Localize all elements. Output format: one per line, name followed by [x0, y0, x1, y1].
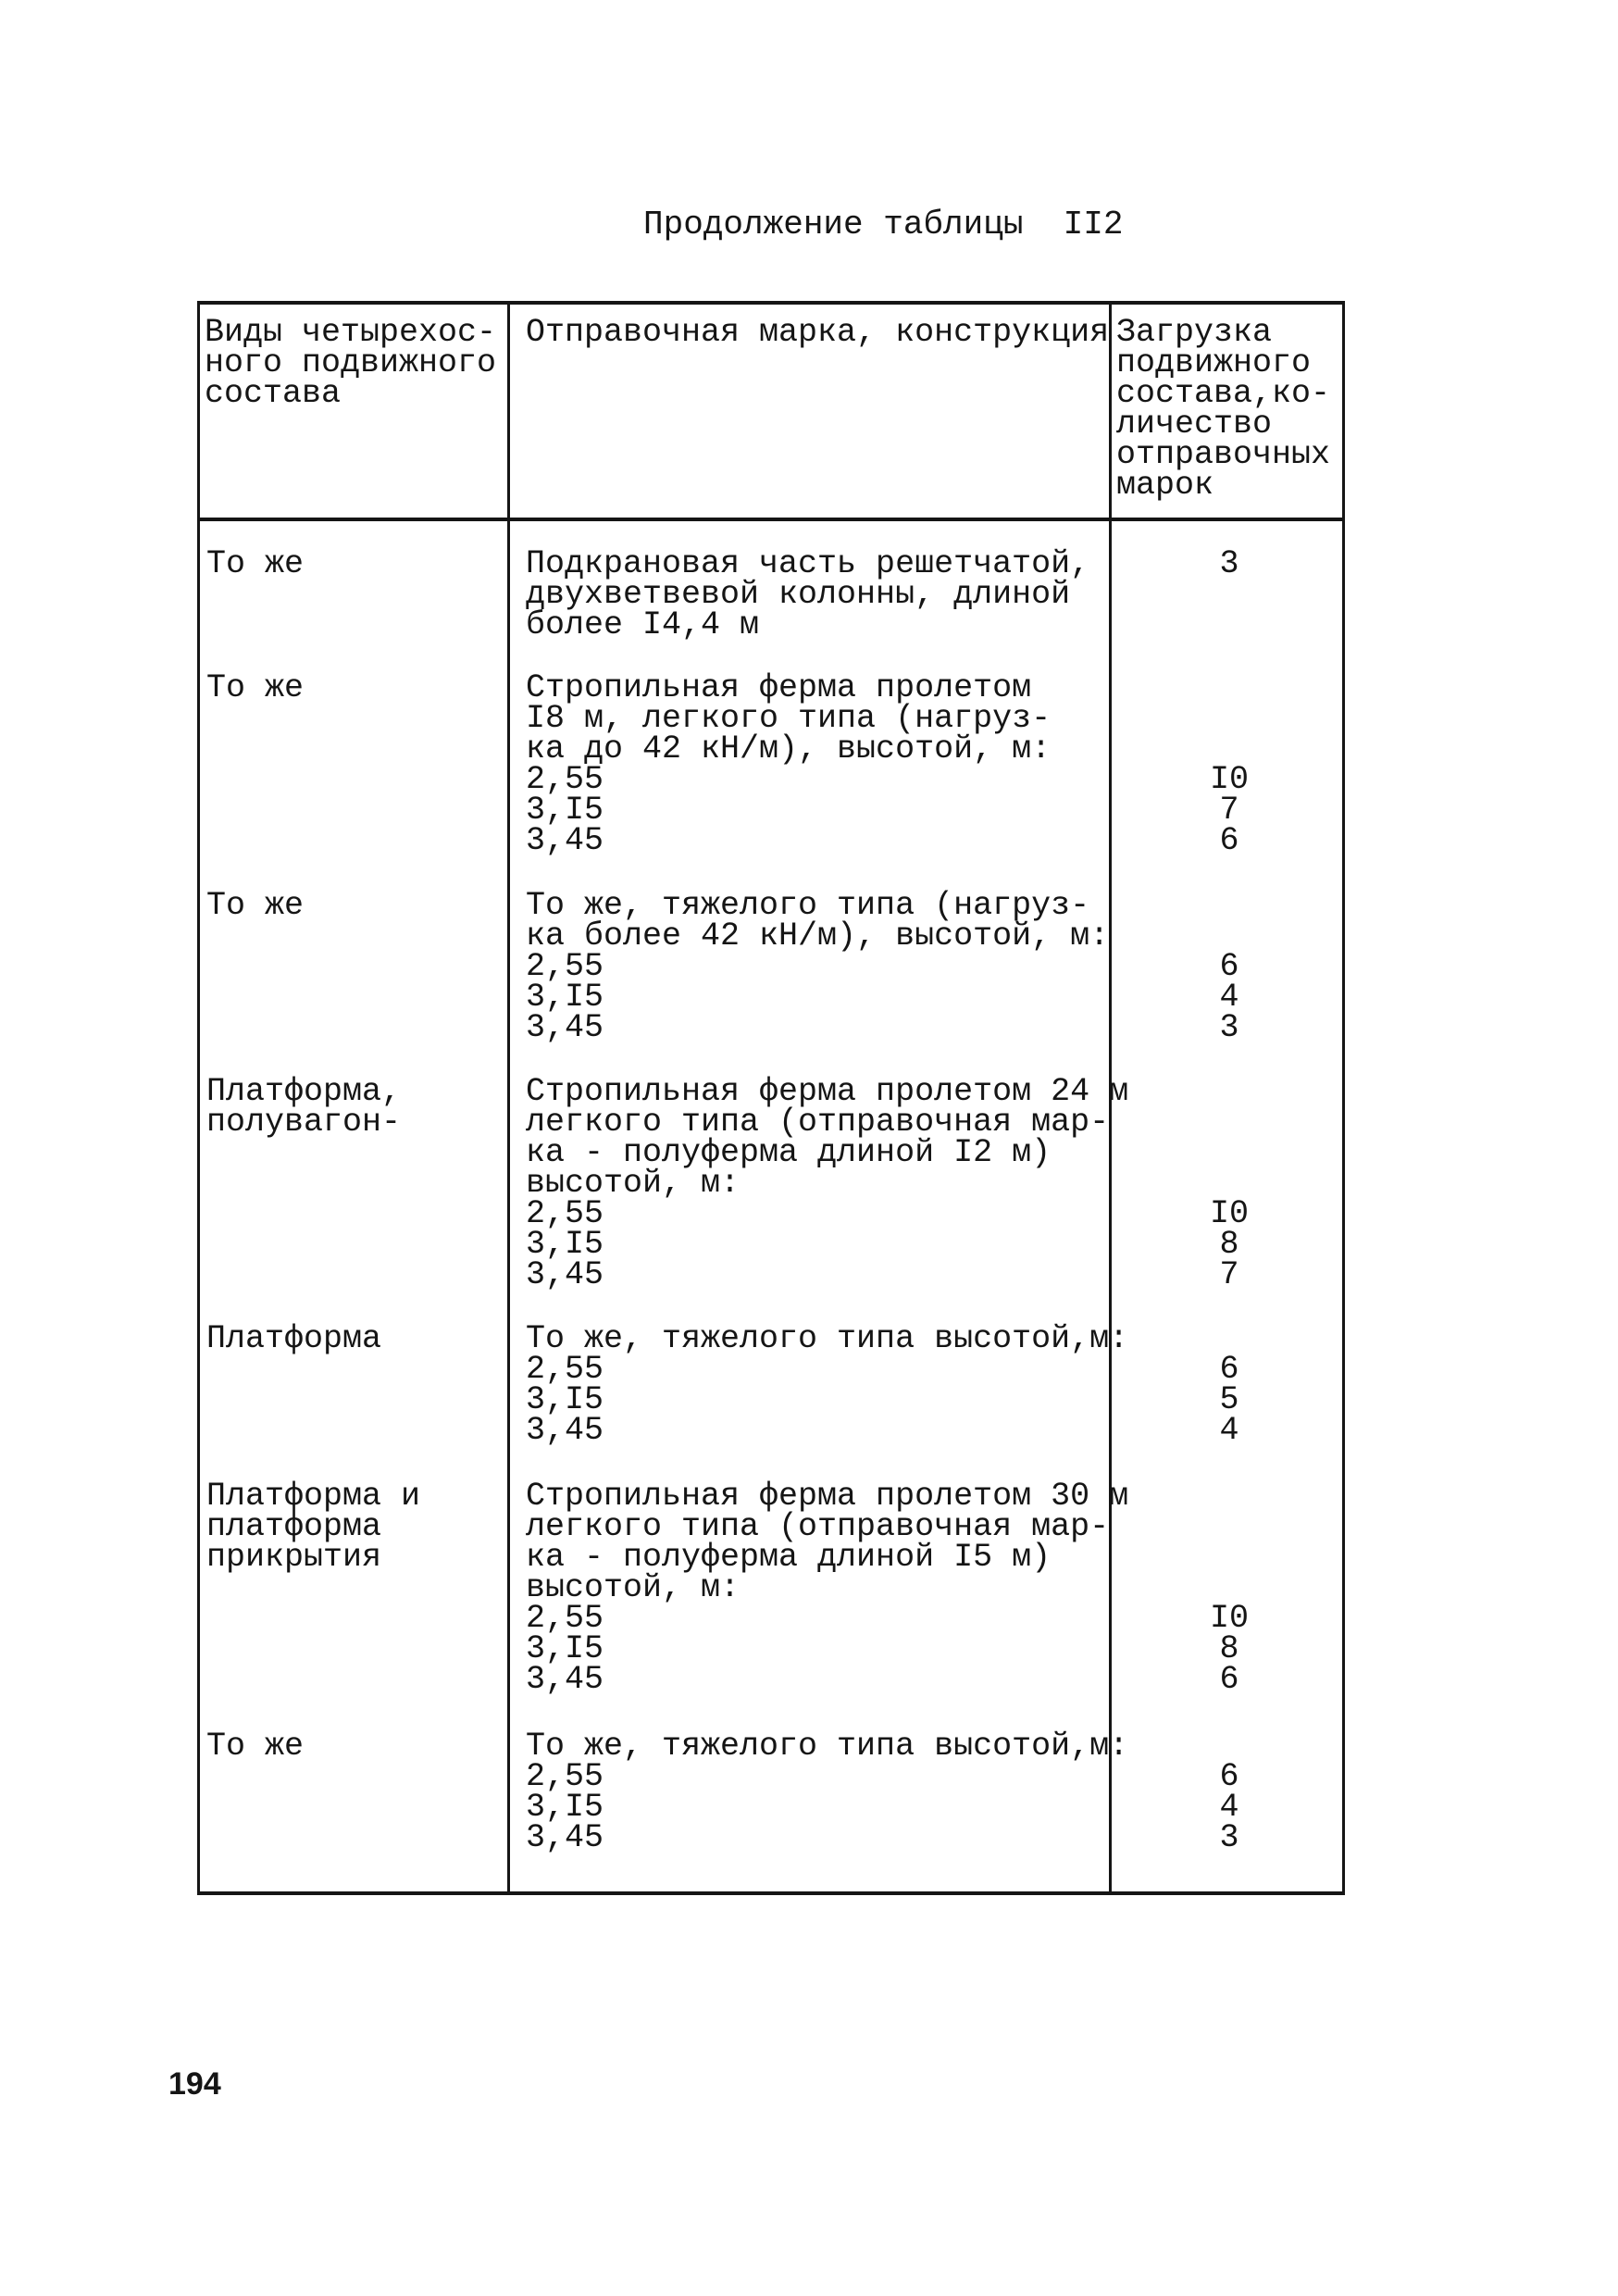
row-2-load: I0 7 6: [1209, 761, 1249, 859]
row-4-construction: Стропильная ферма пролетом 24 м легкого типа (отправочная мар- ка - полуферма длиной I2 м) высотой, м: 2,55 3,I5 3,45: [526, 1073, 1129, 1293]
header-vehicle-type: Виды четырехос- ного подвижного состава: [205, 314, 497, 412]
row-6-load: I0 8 6: [1209, 1600, 1249, 1698]
table-right-border: [1342, 301, 1345, 1895]
row-2-vehicle: То же: [206, 669, 305, 706]
row-3-construction: То же, тяжелого типа (нагруз- ка более 42 кН/м), высотой, м: 2,55 3,I5 3,45: [526, 887, 1110, 1046]
row-6-construction: Стропильная ферма пролетом 30 м легкого типа (отправочная мар- ка - полуферма длиной I5 м) высотой, м: 2,55 3,I5 3,45: [526, 1478, 1129, 1698]
row-4-load: I0 8 7: [1209, 1195, 1249, 1293]
header-load-count: Загрузка подвижного состава,ко- личество отправочных марок: [1116, 314, 1331, 504]
row-2-construction: Стропильная ферма пролетом I8 м, легкого типа (нагруз- ка до 42 кН/м), высотой, м: 2,55 3,I5 3,45: [526, 669, 1052, 859]
row-3-load: 6 4 3: [1219, 948, 1239, 1046]
header-construction: Отправочная марка, конструкция: [526, 314, 1110, 351]
row-7-vehicle: То же: [206, 1728, 305, 1765]
row-1-load: 3: [1219, 545, 1239, 582]
row-5-load: 6 5 4: [1219, 1351, 1239, 1449]
table-top-border: [197, 301, 1345, 305]
row-6-vehicle: Платформа и платформа прикрытия: [206, 1478, 421, 1576]
row-5-vehicle: Платформа: [206, 1320, 382, 1357]
row-1-vehicle: То же: [206, 545, 305, 582]
header-separator: [197, 518, 1345, 521]
row-7-load: 6 4 3: [1219, 1758, 1239, 1856]
row-1-construction: Подкрановая часть решетчатой, двухветвевой колонны, длиной более I4,4 м: [526, 545, 1090, 643]
table-bottom-border: [197, 1891, 1345, 1895]
table-caption: Продолжение таблицы II2: [643, 206, 1124, 243]
row-5-construction: То же, тяжелого типа высотой,м: 2,55 3,I5 3,45: [526, 1320, 1129, 1449]
page-number: 194: [168, 2066, 221, 2102]
row-4-vehicle: Платформа, полувагон-: [206, 1073, 402, 1141]
column-divider-1: [507, 301, 510, 1895]
table-left-border: [197, 301, 200, 1895]
row-7-construction: То же, тяжелого типа высотой,м: 2,55 3,I5 3,45: [526, 1728, 1129, 1856]
data-table: [197, 301, 1345, 1898]
row-3-vehicle: То же: [206, 887, 305, 924]
